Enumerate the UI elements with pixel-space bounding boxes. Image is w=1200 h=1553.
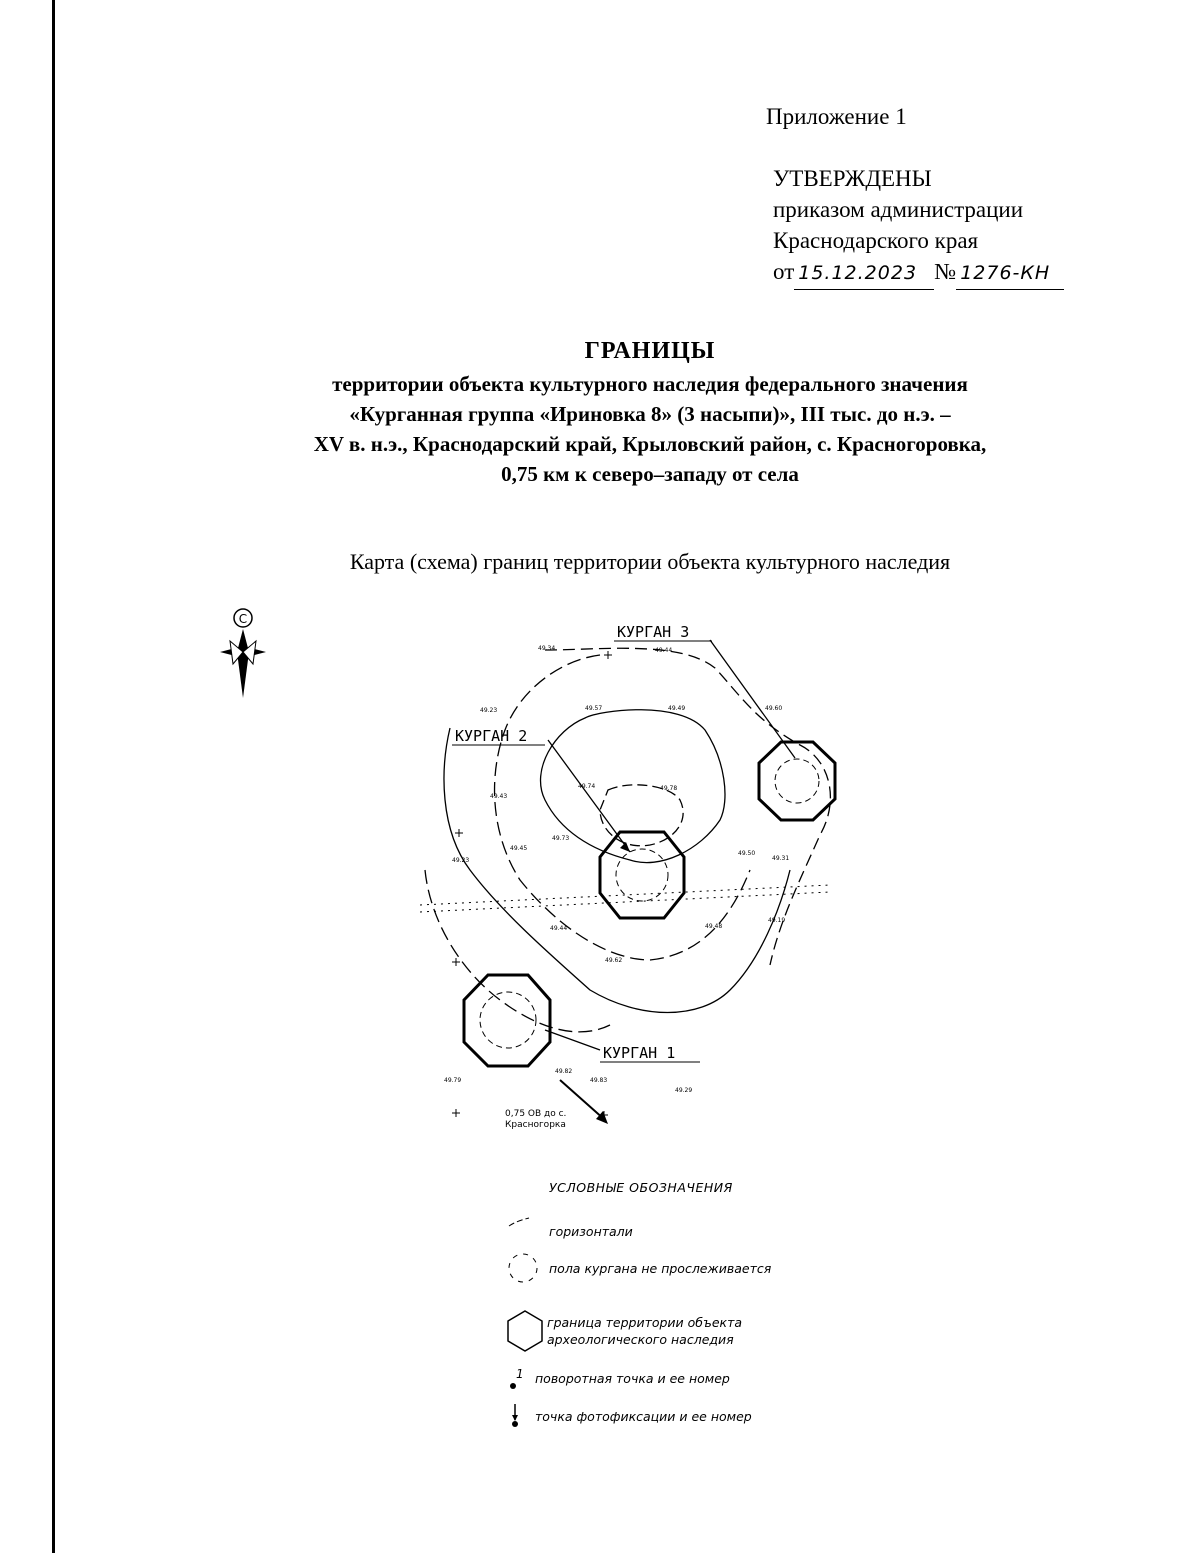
kurgan-1-label: КУРГАН 1 bbox=[603, 1044, 676, 1062]
svg-text:49.19: 49.19 bbox=[768, 917, 786, 924]
svg-text:49.45: 49.45 bbox=[510, 845, 528, 852]
legend-photo-point: точка фотофиксации и ее номер bbox=[535, 1409, 752, 1424]
svg-text:49.60: 49.60 bbox=[765, 705, 783, 712]
legend-title: УСЛОВНЫЕ ОБОЗНАЧЕНИЯ bbox=[549, 1180, 733, 1195]
contour-legend-icon bbox=[505, 1216, 535, 1232]
compass-north-label: С bbox=[238, 612, 248, 626]
svg-text:49.34: 49.34 bbox=[538, 645, 556, 652]
kurgan-3-label: КУРГАН 3 bbox=[617, 623, 690, 641]
svg-text:49.48: 49.48 bbox=[705, 923, 723, 930]
kurgan-2-label: КУРГАН 2 bbox=[455, 727, 528, 745]
hexagon-legend-icon bbox=[505, 1308, 545, 1354]
legend-boundary-line-2: археологического наследия bbox=[547, 1332, 734, 1347]
handwritten-number: 1276-КН bbox=[956, 258, 1064, 290]
svg-text:49.57: 49.57 bbox=[585, 705, 603, 712]
svg-text:49.82: 49.82 bbox=[555, 1068, 573, 1075]
contour-outer bbox=[495, 655, 750, 960]
kurgan-2-boundary bbox=[600, 832, 684, 918]
svg-text:49.83: 49.83 bbox=[590, 1077, 608, 1084]
appendix-label: Приложение 1 bbox=[766, 104, 907, 129]
title-main: ГРАНИЦЫ bbox=[584, 338, 716, 364]
legend-boundary-line-1: граница территории объекта bbox=[547, 1315, 743, 1330]
kurgan-1-group bbox=[464, 975, 700, 1130]
map-caption: Карта (схема) границ территории объекта культурного наследия bbox=[349, 549, 951, 574]
title-line-1: территории объекта культурного наследия федерального значения bbox=[332, 372, 968, 396]
distance-label-2: Красногорка bbox=[505, 1120, 566, 1130]
elevation-marks bbox=[444, 645, 789, 1094]
approved-by-order: приказом администрации bbox=[773, 197, 1024, 222]
approved-heading: УТВЕРЖДЕНЫ bbox=[773, 166, 932, 191]
approved-authority: Краснодарского края bbox=[773, 228, 979, 253]
svg-text:49.31: 49.31 bbox=[772, 855, 790, 862]
svg-text:49.43: 49.43 bbox=[490, 793, 508, 800]
svg-text:49.50: 49.50 bbox=[738, 850, 756, 857]
svg-text:49.78: 49.78 bbox=[660, 785, 678, 792]
legend-contours: горизонтали bbox=[549, 1224, 633, 1239]
contour-lower-left bbox=[425, 870, 610, 1032]
svg-text:49.62: 49.62 bbox=[605, 957, 623, 964]
title-line-3: XV в. н.э., Краснодарский край, Крыловский район, с. Красногоровка, bbox=[313, 432, 987, 456]
kurgan-3-boundary bbox=[759, 742, 835, 820]
legend-mound-edge: пола кургана не прослеживается bbox=[549, 1261, 772, 1276]
svg-text:49.29: 49.29 bbox=[675, 1087, 693, 1094]
svg-text:49.49: 49.49 bbox=[668, 705, 686, 712]
distance-arrow bbox=[560, 1080, 605, 1120]
date-prefix: от bbox=[773, 259, 795, 284]
road-strip bbox=[420, 885, 830, 912]
svg-text:49.79: 49.79 bbox=[444, 1077, 462, 1084]
svg-text:49.73: 49.73 bbox=[552, 835, 570, 842]
svg-text:49.44: 49.44 bbox=[550, 925, 568, 932]
title-line-4: 0,75 км к северо–западу от села bbox=[501, 462, 799, 486]
svg-text:49.74: 49.74 bbox=[578, 783, 596, 790]
contour-right bbox=[545, 648, 830, 965]
number-prefix: № bbox=[934, 259, 957, 284]
distance-label-1: 0,75 ОВ до с. bbox=[505, 1109, 567, 1119]
svg-text:49.23: 49.23 bbox=[452, 857, 470, 864]
contour-inner bbox=[600, 785, 683, 846]
compass-icon bbox=[220, 609, 266, 698]
photo-point-legend-icon bbox=[507, 1400, 527, 1430]
svg-text:49.23: 49.23 bbox=[480, 707, 498, 714]
mound-edge-legend-icon bbox=[505, 1248, 541, 1288]
legend-turn-point: поворотная точка и ее номер bbox=[535, 1371, 730, 1386]
kurgan-1-boundary bbox=[464, 975, 550, 1066]
svg-text:49.44: 49.44 bbox=[655, 647, 673, 654]
kurgan-2-group bbox=[452, 727, 684, 918]
turn-point-legend-icon bbox=[507, 1366, 527, 1392]
title-line-2: «Курганная группа «Ириновка 8» (3 насыпи)», III тыс. до н.э. – bbox=[349, 402, 951, 426]
cross-markers bbox=[452, 651, 612, 1119]
handwritten-date: 15.12.2023 bbox=[794, 258, 934, 290]
svg-text:1: 1 bbox=[516, 1367, 524, 1381]
